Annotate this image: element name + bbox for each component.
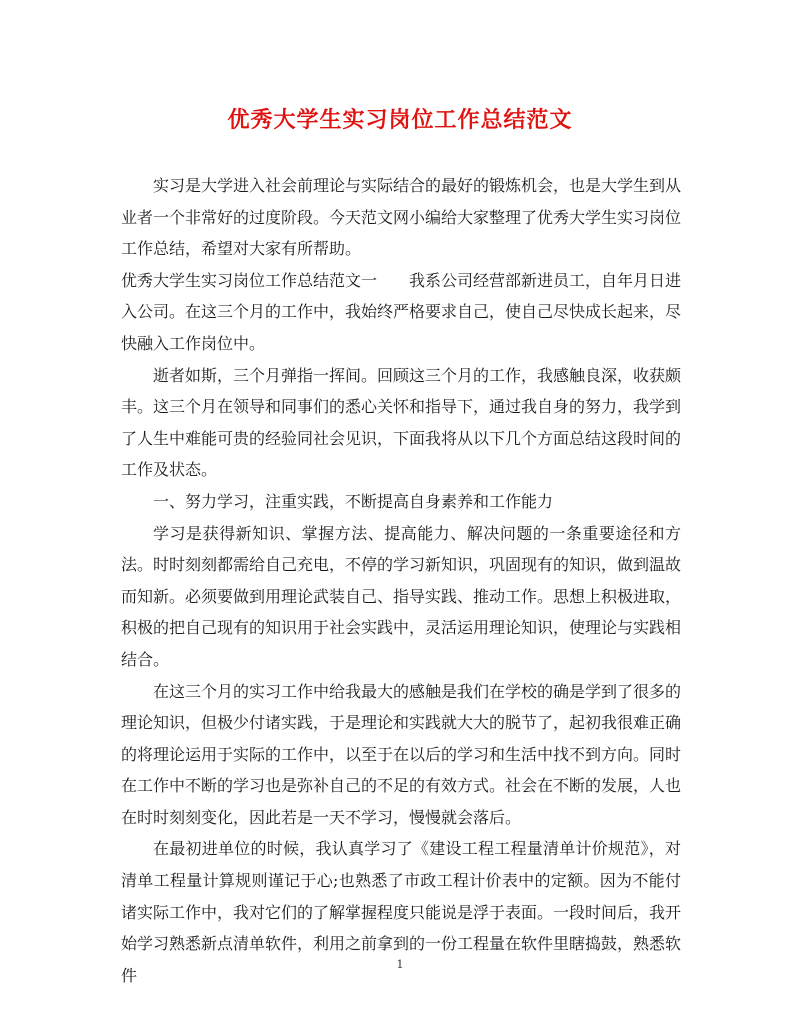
document-body: [121, 170, 681, 991]
paragraph-reflection: 逝者如斯，三个月弹指一挥间。回顾这三个月的工作，我感触良深，收获颇丰。这三个月在领导和同事们的悉心关怀和指导下，通过我自身的努力，我学到了人生中难能可贵的经验同社会见识，下面我将从以下几个方面总结这段时间的工作及状态。: [121, 365, 682, 480]
paragraph-subheading: 一、努力学习，注重实践，不断提高自身素养和工作能力: [153, 491, 554, 511]
paragraph-learning: 学习是获得新知识、掌握方法、提高能力、解决问题的一条重要途径和方法。时时刻刻都需给自己充电，不停的学习新知识，巩固现有的知识，做到温故而知新。必须要做到用理论武装自己、指导实践、推动工作。思想上积极进取，积极的把自己现有的知识用于社会实践中，灵活运用理论知识，使理论与实践相结合。: [121, 523, 682, 669]
paragraph-practice: 在这三个月的实习工作中给我最大的感触是我们在学校的确是学到了很多的理论知识，但极少付诸实践，于是理论和实践就大大的脱节了，起初我很难正确的将理论运用于实际的工作中，以至于在以后的学习和生活中找不到方向。同时在工作中不断的学习也是弥补自己的不足的有效方式。社会在不断的发展，人也在时时刻刻变化，因此若是一天不学习，慢慢就会落后。: [121, 681, 682, 827]
paragraph-section-heading-one: 优秀大学生实习岗位工作总结范文一 我系公司经营部新进员工，自年月日进入公司。在这三个月的工作中，我始终严格要求自己，使自己尽快成长起来，尽快融入工作岗位中。: [121, 270, 682, 353]
paragraph-intro: 实习是大学进入社会前理论与实际结合的最好的锻炼机会，也是大学生到从业者一个非常好的过度阶段。今天范文网小编给大家整理了优秀大学生实习岗位工作总结，希望对大家有所帮助。: [121, 176, 682, 259]
paragraph-initial-work: 在最初进单位的时候，我认真学习了《建设工程工程量清单计价规范》，对清单工程量计算规则谨记于心;也熟悉了市政工程计价表中的定额。因为不能付诸实际工作中，我对它们的了解掌握程度只能说是浮于表面。一段时间后，我开始学习熟悉新点清单软件，利用之前拿到的一份工程量在软件里瞎捣鼓，熟悉软件: [121, 839, 682, 985]
page-number: 1: [396, 958, 404, 971]
document-title: 优秀大学生实习岗位工作总结范文: [227, 107, 573, 133]
